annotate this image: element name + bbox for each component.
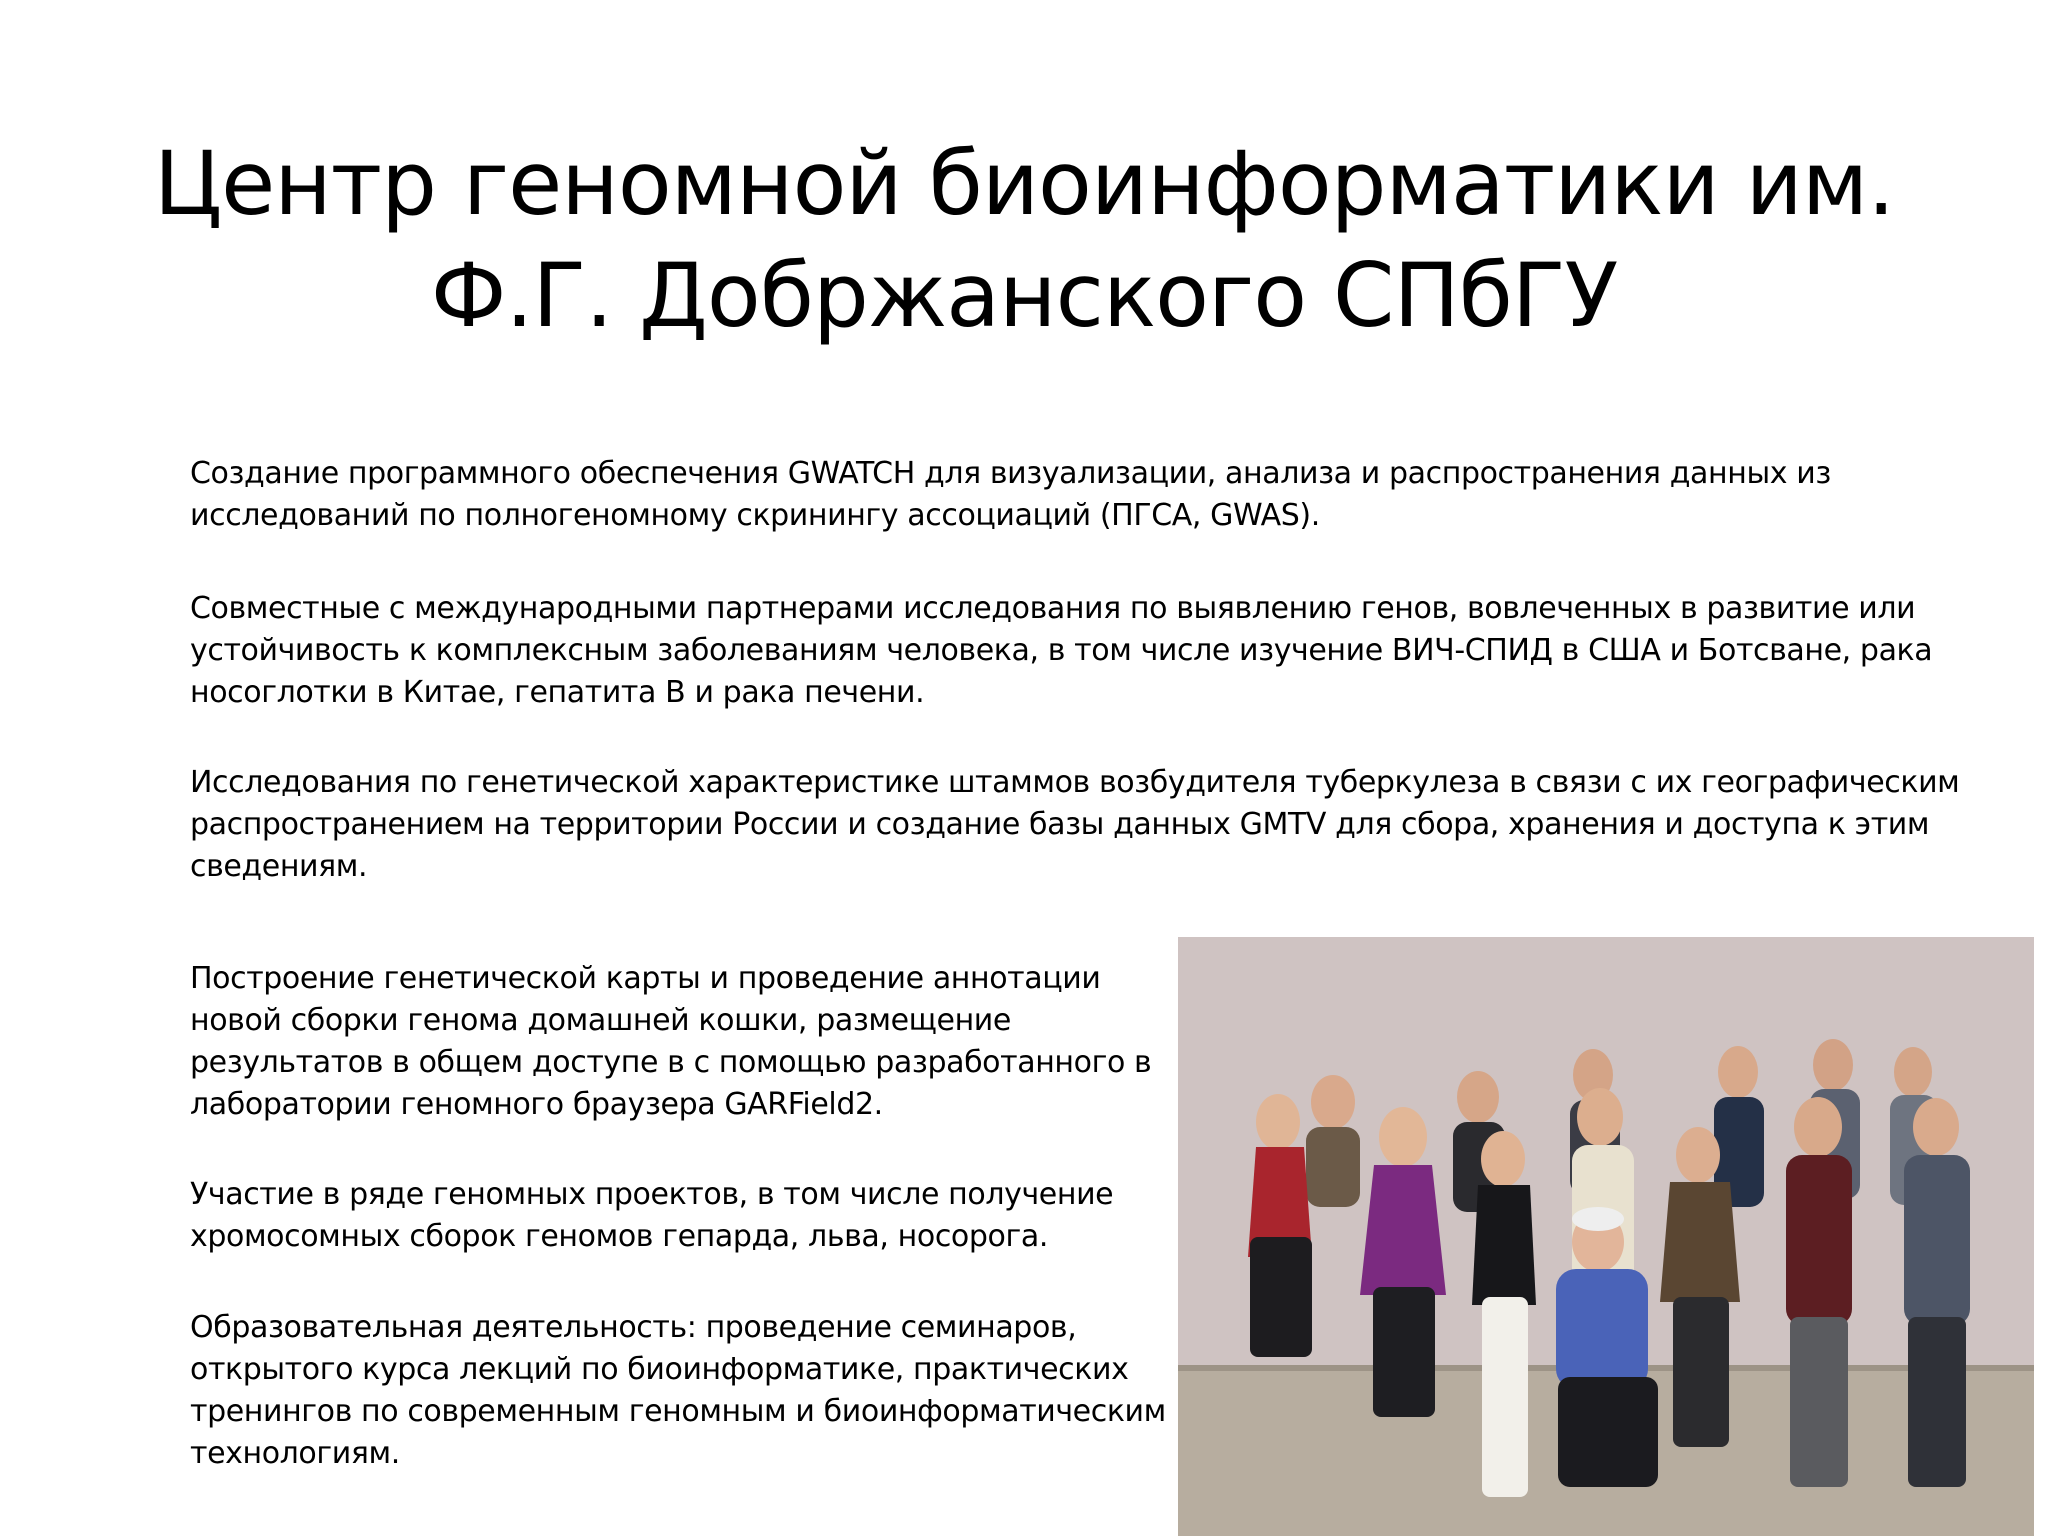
paragraph-genome-projects	[190, 1174, 1113, 1258]
paragraph-line: Построение генетической карты и проведение аннотации	[190, 961, 1101, 996]
paragraph-line: Участие в ряде геномных проектов, в том числе получение	[190, 1177, 1114, 1212]
paragraph-cat-genome	[190, 958, 1151, 1126]
paragraph-line: новой сборки генома домашней кошки, размещение	[190, 1003, 1011, 1038]
paragraph-line: открытого курса лекций по биоинформатике, практических	[190, 1352, 1129, 1387]
paragraph-education	[190, 1307, 1166, 1475]
paragraph-line: сведениям.	[190, 849, 368, 884]
paragraph-line: устойчивость к комплексным заболеваниям человека, в том числе изучение ВИЧ-СПИД в США и Ботсване, рака	[190, 633, 1933, 668]
slide-title-line-2: Ф.Г. Добржанского СПбГУ	[430, 244, 1618, 347]
paragraph-line: носоглотки в Китае, гепатита В и рака печени.	[190, 675, 925, 710]
paragraph-line: результатов в общем доступе в с помощью разработанного в	[190, 1045, 1152, 1080]
paragraph-line: исследований по полногеномному скринингу ассоциаций (ПГСА, GWAS).	[190, 498, 1320, 533]
paragraph-line: технологиям.	[190, 1436, 400, 1471]
paragraph-tuberculosis	[190, 762, 1959, 888]
paragraph-gwatch	[190, 453, 1831, 537]
slide-title-line-1: Центр геномной биоинформатики им.	[153, 132, 1895, 235]
paragraph-line: Создание программного обеспечения GWATCH для визуализации, анализа и распространения данных из	[190, 456, 1831, 491]
paragraph-line: лаборатории геномного браузера GARField2.	[190, 1087, 883, 1122]
paragraph-line: Образовательная деятельность: проведение семинаров,	[190, 1310, 1077, 1345]
paragraph-line: хромосомных сборок геномов гепарда, льва, носорога.	[190, 1219, 1048, 1254]
paragraph-line: распространением на территории России и создание базы данных GMTV для сбора, хранения и доступа к этим	[190, 807, 1930, 842]
paragraph-line: Исследования по генетической характеристике штаммов возбудителя туберкулеза в связи с их географическим	[190, 765, 1960, 800]
paragraph-line: Совместные с международными партнерами исследования по выявлению генов, вовлеченных в развитие или	[190, 591, 1916, 626]
group-photo	[1178, 937, 2034, 1536]
paragraph-international-research	[190, 588, 1932, 714]
paragraph-line: тренингов по современным геномным и биоинформатическим	[190, 1394, 1166, 1429]
slide-title	[0, 128, 2048, 352]
group-photo-icon	[1178, 937, 2034, 1536]
